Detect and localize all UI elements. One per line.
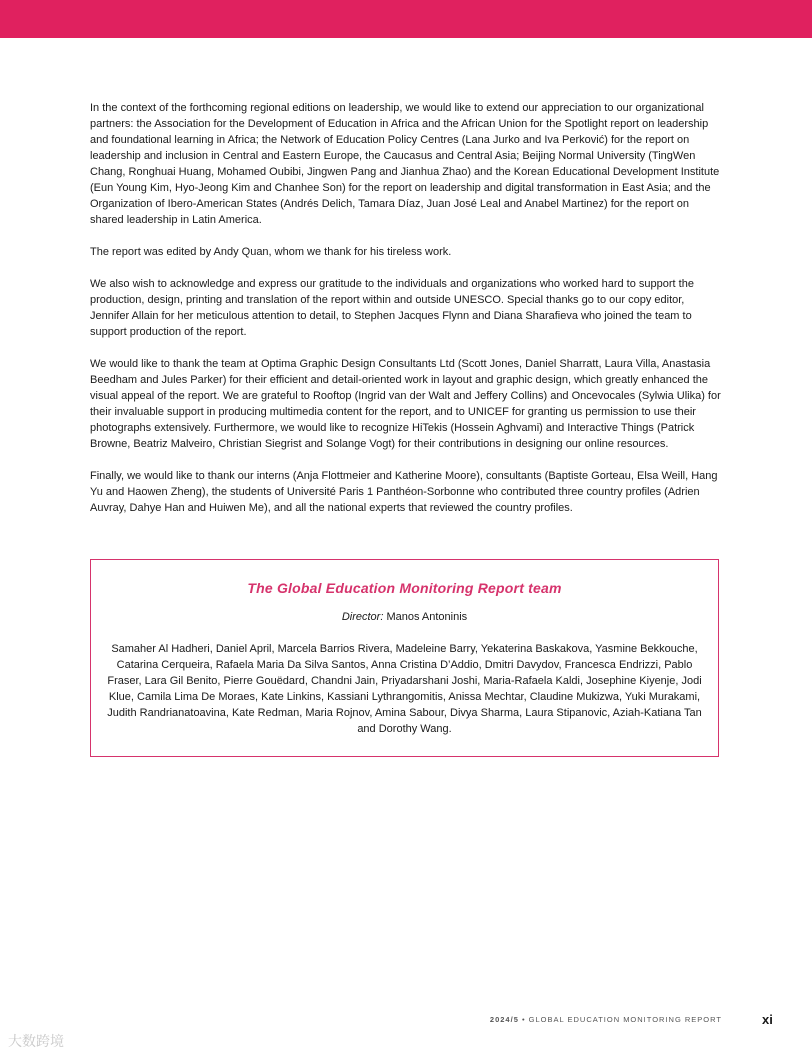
page-number: xi (762, 1012, 773, 1027)
paragraph-design: We would like to thank the team at Optima Graphic Design Consultants Ltd (Scott Jones, Daniel Sharratt, Laura Villa, Anastasia Beedham and Jules Parker) for their efficient and detail-oriented work in layout and graphic design, which greatly enhanced the visual appeal of the report. We are grateful to Rooftop (Ingrid van der Walt and Jeffery Collins) and Oncevocales (Sylwia Ulika) for their invaluable support in producing multimedia content for the report, and to UNICEF for granting us permission to use their photographs extensively. Furthermore, we would like to recognize HiTekis (Hossein Aghvami) and Interactive Things (Patrick Browne, Beatriz Malveiro, Christian Siegrist and Solange Vogt) for their contributions in designing our online resources. (90, 358, 721, 450)
team-members-list: Samaher Al Hadheri, Daniel April, Marcela Barrios Rivera, Madeleine Barry, Yekaterina Baskakova, Yasmine Bekkouche, Catarina Cerqueira, Rafaela Maria Da Silva Santos, Anna Cristina D’Addio, Dmitri Davydov, Francesca Endrizzi, Pablo Fraser, Lara Gil Benito, Pierre Gouëdard, Chandni Jain, Priyadarshani Joshi, Maria-Rafaela Kaldi, Josephine Kiyenje, Jodi Klue, Camila Lima De Moraes, Kate Linkins, Kassiani Lythrangomitis, Anissa Mechtar, Claudine Mukizwa, Yuki Murakami, Judith Randrianatoavina, Kate Redman, Maria Rojnov, Amina Sabour, Divya Sharma, Laura Stipanovic, Aziah-Katiana Tan and Dorothy Wang. (107, 643, 702, 735)
paragraph-production: We also wish to acknowledge and express our gratitude to the individuals and organizations who worked hard to support the production, design, printing and translation of the report within and outside UNESCO. Special thanks go to our copy editor, Jennifer Allain for her meticulous attention to detail, to Stephen Jacques Flynn and Diana Sharafieva who joined the team to support production of the report. (90, 278, 694, 338)
paragraph-interns: Finally, we would like to thank our interns (Anja Flottmeier and Katherine Moore), consultants (Baptiste Gorteau, Elsa Weill, Hang Yu and Haowen Zheng), the students of Université Paris 1 Panthéon-Sorbonne who contributed three country profiles (Adrien Auvray, Dahye Han and Huiwen Me), and all the national experts that reviewed the country profiles. (90, 470, 718, 514)
footer-year: 2024/5 (489, 1015, 519, 1024)
director-name: Manos Antoninis (383, 611, 468, 623)
team-box (90, 559, 719, 757)
footer-report-title (490, 1015, 722, 1024)
paragraph-regional-partners: In the context of the forthcoming regional editions on leadership, we would like to extend our appreciation to our organizational partners: the Association for the Development of Education in Africa and the African Union for the Spotlight report on leadership and foundational learning in Africa; the Network of Education Policy Centres (Lana Jurko and Iva Perković) for the report on leadership and inclusion in Central and Eastern Europe, the Caucasus and Central Asia; Beijing Normal University (TingWen Chang, Ronghuai Huang, Mohamed Oubibi, Jingwen Pang and Jianhua Zhao) and the Korean Educational Development Institute (Eun Young Kim, Hyo-Jeong Kim and Chanhee Son) for the report on leadership and digital transformation in East Asia; and the Organization of Ibero-American States (Andrés Delich, Tamara Díaz, Juan José Leal and Anabel Martinez) for the report on shared leadership in Latin America. (90, 102, 720, 226)
director-role: Director: (341, 611, 384, 623)
director-line (91, 610, 718, 624)
paragraph-editor: The report was edited by Andy Quan, whom we thank for his tireless work. (90, 246, 452, 258)
team-box-title: The Global Education Monitoring Report team (247, 580, 562, 596)
footer-separator: • (518, 1015, 529, 1024)
watermark-logo: 大数跨境 (8, 1034, 64, 1050)
top-color-band (0, 0, 812, 38)
footer-report-name: GLOBAL EDUCATION MONITORING REPORT (528, 1015, 722, 1024)
acknowledgements-body (90, 100, 724, 532)
